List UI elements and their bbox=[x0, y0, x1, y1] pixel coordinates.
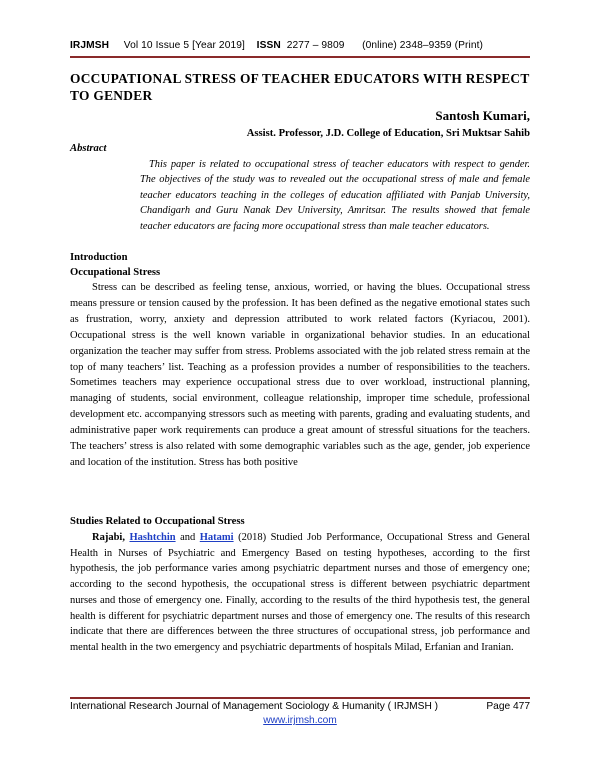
author-link-hashtchin[interactable]: Hashtchin bbox=[129, 532, 176, 543]
page-number: Page 477 bbox=[486, 701, 530, 712]
studies-heading: Studies Related to Occupational Stress bbox=[70, 516, 245, 527]
issn-value: 2277 – 9809 bbox=[286, 40, 345, 51]
author-name: Santosh Kumari, bbox=[435, 108, 530, 123]
introduction-heading: Introduction bbox=[70, 252, 128, 263]
running-header bbox=[70, 40, 530, 51]
studies-body-text: (2018) Studied Job Performance, Occupational Stress and General Health in Nurses of Psychiatric and Emergency Based on testing hypotheses, according to the first hypothesis, the job performance varies among psychiatric department nurses and those of emergency one; according to the second hypothesis, the occupational stress is different between psychiatric department nurses and those of emergency one. Finally, according to the results of the third hypothesis test, the general health is different for psychiatric department nurses and those of emergency one. The results of this research indicate that there are differences between the three structures of occupational stress, job performance and mental health in the two emergency and psychiatric departments of hospitals Milad, Erfanian and Iranian. bbox=[70, 532, 530, 653]
journal-website-link[interactable]: www.irjmsh.com bbox=[263, 715, 337, 726]
studies-and: and bbox=[175, 532, 200, 543]
abstract-label: Abstract bbox=[70, 143, 107, 154]
paper-title: OCCUPATIONAL STRESS OF TEACHER EDUCATORS WITH RESPECT TO GENDER bbox=[70, 71, 530, 103]
studies-lead-author: Rajabi, bbox=[92, 532, 125, 543]
footer-rule bbox=[70, 697, 530, 699]
studies-paragraph bbox=[70, 530, 530, 656]
header-rule bbox=[70, 56, 530, 58]
occupational-stress-heading: Occupational Stress bbox=[70, 267, 161, 278]
footer-journal-name: International Research Journal of Management Sociology & Humanity ( IRJMSH ) bbox=[70, 701, 439, 712]
volume-issue: Vol 10 Issue 5 [Year 2019] bbox=[123, 40, 245, 51]
occupational-stress-paragraph: Stress can be described as feeling tense, anxious, worried, or having the blues. Occupational stress means pressure or tension caused by the profession. It has been defined as the negative emotional states such as frustration, worry, anxiety and depression attributed to work related factors (Kyriacou, 2001). Occupational stress is the well known variable in organizational behavior studies. In an educational organization the teacher may suffer from stress. Problems associated with the job related stress remain at the top of many teachers’ list. Teaching as a profession provides a number of responsibilities to the teachers. Sometimes teachers may experience occupational stress due to over workload, instructional planning, managing of students, social environment, colleague relationship, improper time schedule, professional development etc. accompanying stressors such as meeting with parents, grading and evaluating students, and administrative paper work requirements can produce a great amount of stressful situations for the teachers. The teachers’ stress is also related with some demographic variables such as the age, gender, job experience and location of the institution. Stress has both positive bbox=[70, 282, 530, 468]
online-print-issn: (0nline) 2348–9359 (Print) bbox=[362, 40, 484, 51]
abstract-text: This paper is related to occupational stress of teacher educators with respect to gender. The objectives of the study was to revealed out the occupational stress of male and female teacher educators teaching in the colleges of education affiliated with Panjab University, Chandigarh and Guru Nanak Dev University, Amritsar. The results showed that female teacher educators are facing more occupational stress than male teacher educators. bbox=[140, 159, 530, 232]
author-link-hatami[interactable]: Hatami bbox=[199, 532, 234, 543]
author-affiliation: Assist. Professor, J.D. College of Education, Sri Muktsar Sahib bbox=[246, 128, 530, 139]
issn-label: ISSN bbox=[256, 40, 281, 51]
journal-abbr: IRJMSH bbox=[70, 40, 110, 51]
